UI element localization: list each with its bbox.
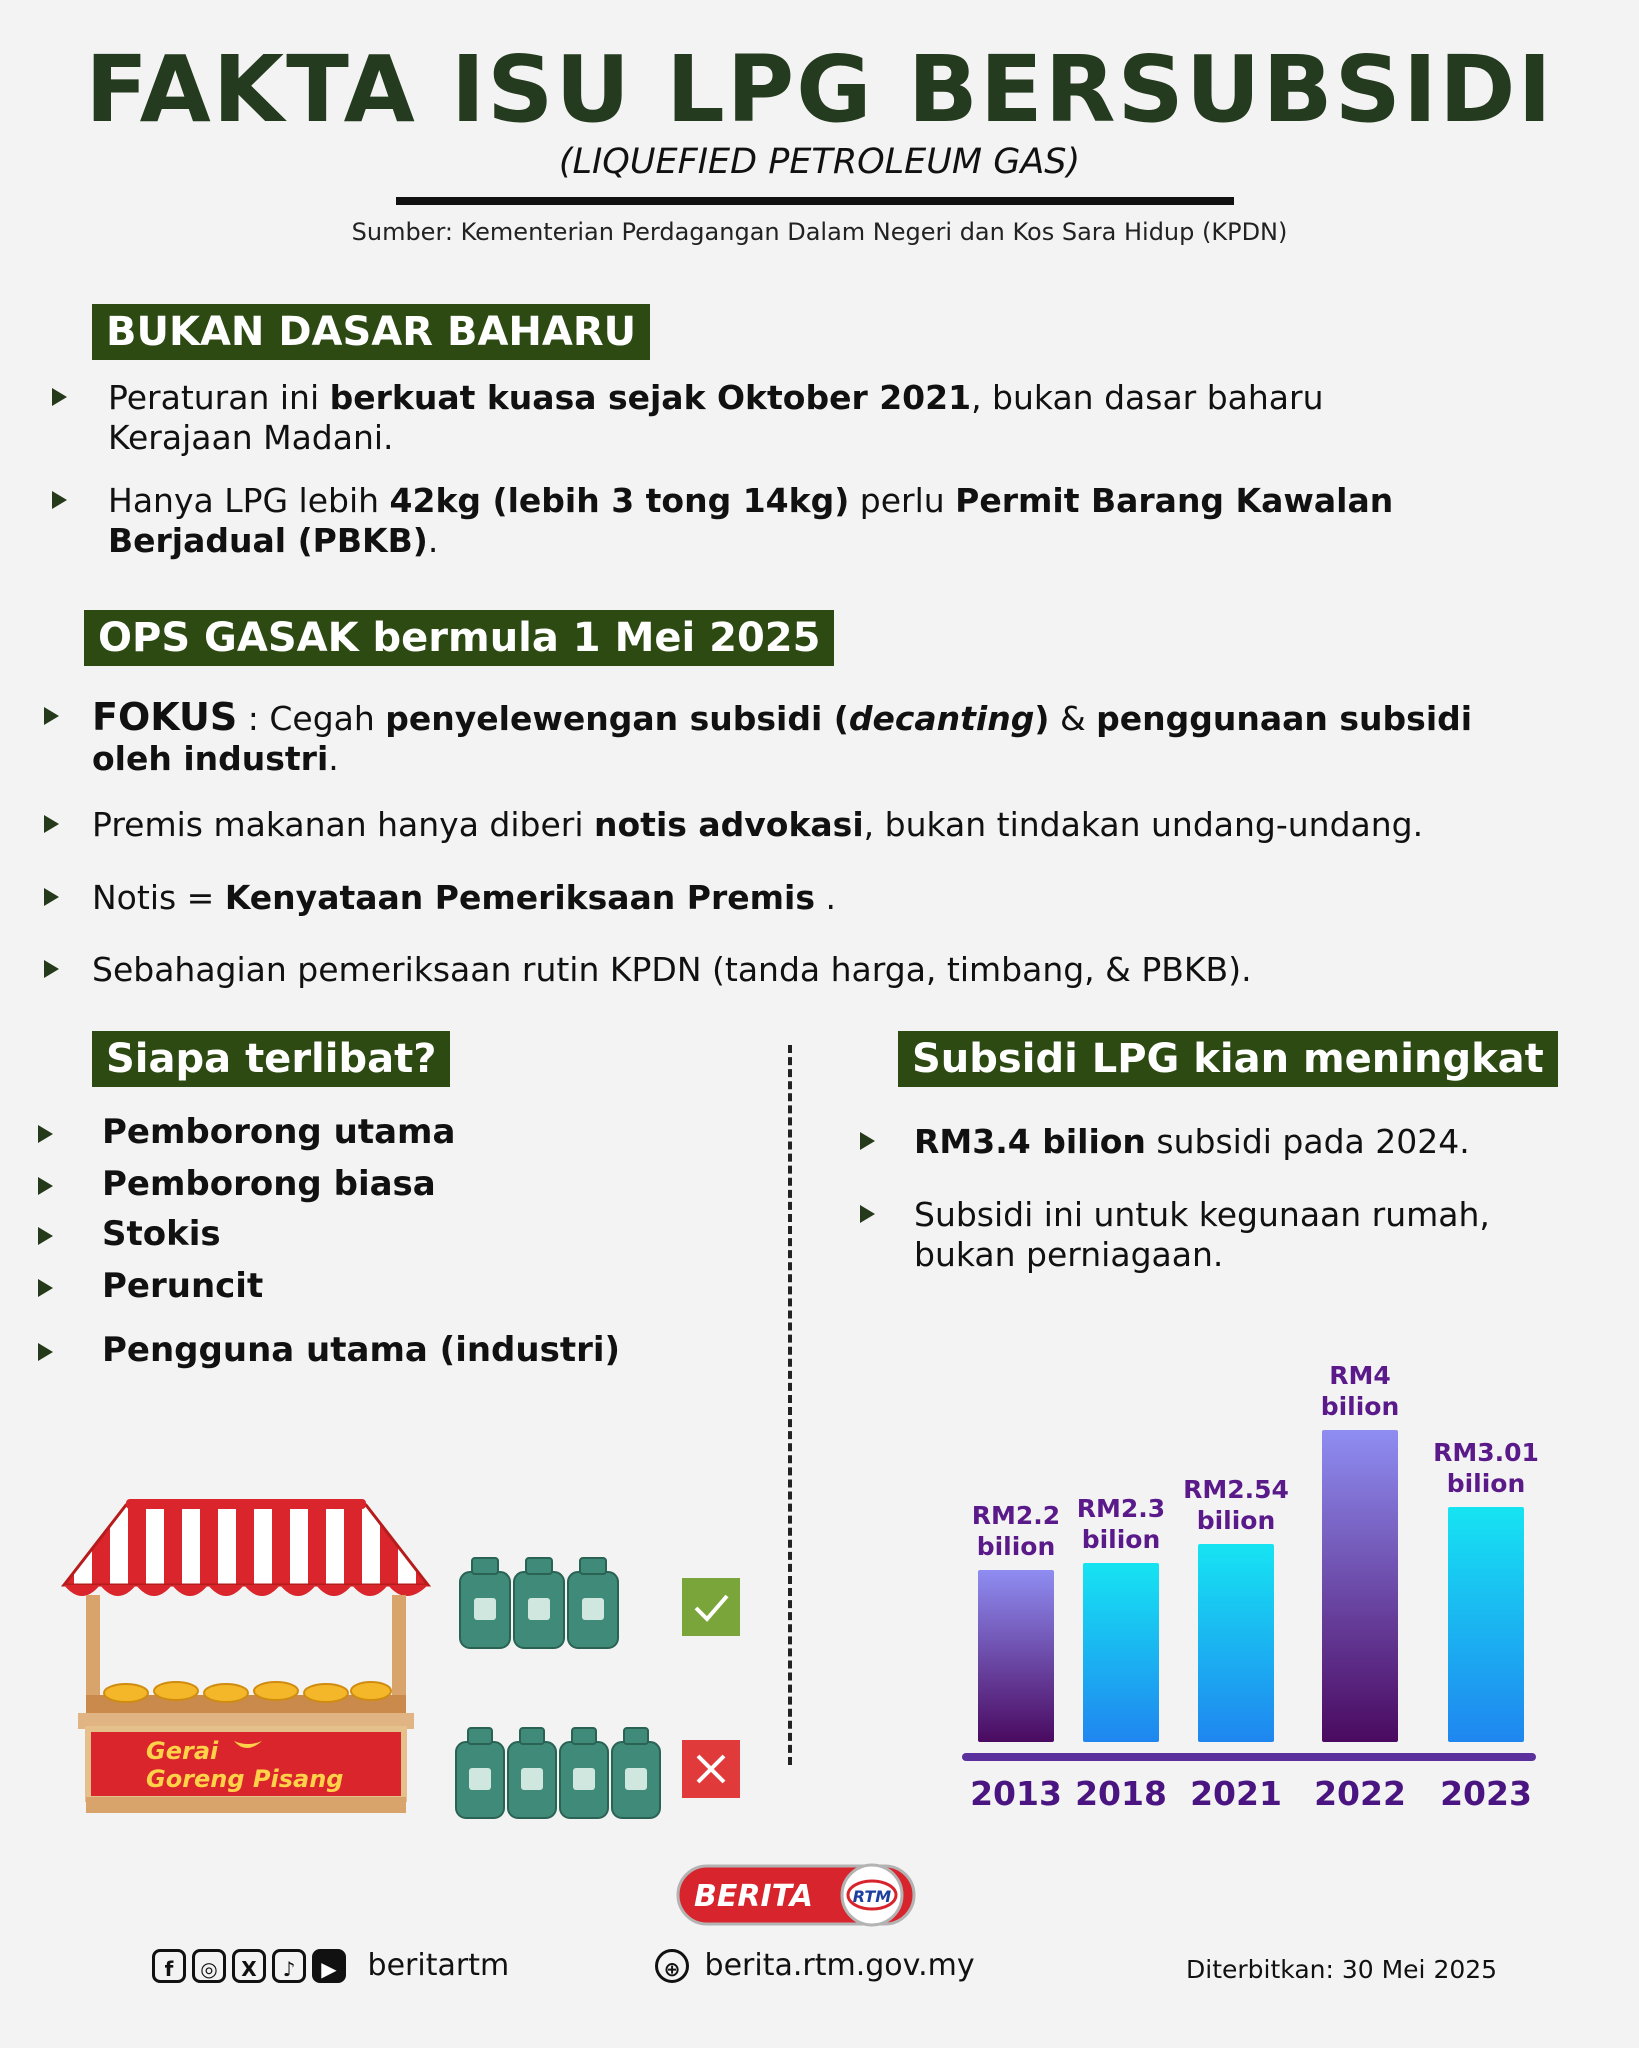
bar-value-label-2013: RM2.2 bilion (971, 1501, 1061, 1562)
page-subtitle: (LIQUEFIED PETROLEUM GAS) (558, 142, 1081, 182)
page-title: FAKTA ISU LPG BERSUBSIDI (85, 36, 1554, 143)
instagram-icon[interactable]: ◎ (192, 1949, 226, 1983)
website-link[interactable] (655, 1947, 975, 1983)
title-divider (396, 197, 1234, 205)
bullet-arrow-icon (44, 960, 59, 978)
list-item: Pemborong utama (102, 1112, 456, 1152)
stall-sign-line1: Gerai (146, 1737, 219, 1765)
x-tick-label-2022: 2022 (1314, 1774, 1406, 1813)
bullet-arrow-icon (38, 1343, 53, 1361)
list-item: Pemborong biasa (102, 1164, 436, 1204)
x-tick-label-2013: 2013 (970, 1774, 1062, 1813)
bullet-arrow-icon (52, 388, 67, 406)
logo-berita-text: BERITA (694, 1879, 813, 1914)
bullet-42kg: Hanya LPG lebih 42kg (lebih 3 tong 14kg) perlu Permit Barang Kawalan Berjadual (PBKB). (108, 481, 1394, 560)
bullet-notis-advokasi: Premis makanan hanya diberi notis advokasi, bukan tindakan undang-undang. (92, 805, 1424, 844)
bullet-arrow-icon (38, 1227, 53, 1245)
social-handle[interactable]: beritartm (367, 1948, 510, 1983)
bullet-arrow-icon (52, 491, 67, 509)
bar-2022 (1322, 1430, 1398, 1742)
list-item: Pengguna utama (industri) (102, 1330, 621, 1370)
bullet-oktober-2021: Peraturan ini berkuat kuasa sejak Oktober 2021, bukan dasar baharu Kerajaan Madani. (108, 378, 1324, 457)
tiktok-icon[interactable]: ♪ (272, 1949, 306, 1983)
bullet-fokus: FOKUS : Cegah penyelewengan subsidi (decanting) & penggunaan subsidi oleh industri. (92, 695, 1473, 778)
logo-rtm-text: RTM (852, 1887, 892, 1906)
bar-2023 (1448, 1507, 1524, 1742)
berita-rtm-logo (676, 1862, 916, 1928)
youtube-icon[interactable]: ▶ (312, 1949, 346, 1983)
bullet-pemeriksaan-rutin: Sebahagian pemeriksaan rutin KPDN (tanda harga, timbang, & PBKB). (92, 950, 1252, 989)
gas-cylinders-three (450, 1550, 640, 1660)
chart-x-axis (962, 1753, 1536, 1761)
x-tick-label-2021: 2021 (1190, 1774, 1282, 1813)
section-heading-bukan-dasar: BUKAN DASAR BAHARU (92, 304, 650, 360)
column-divider (788, 1045, 792, 1765)
x-tick-label-2018: 2018 (1075, 1774, 1167, 1813)
bar-2021 (1198, 1544, 1274, 1742)
section-heading-siapa-terlibat: Siapa terlibat? (92, 1031, 450, 1087)
list-item: Stokis (102, 1214, 221, 1254)
bar-value-label-2021: RM2.54 bilion (1183, 1474, 1289, 1535)
published-date: Diterbitkan: 30 Mei 2025 (1186, 1955, 1498, 1984)
food-stall-illustration (56, 1495, 436, 1815)
bar-value-label-2023: RM3.01 bilion (1433, 1438, 1539, 1499)
facebook-icon[interactable]: f (152, 1949, 186, 1983)
stall-sign-line2: Goreng Pisang (146, 1765, 344, 1793)
bullet-rm34-bilion: RM3.4 bilion subsidi pada 2024. (914, 1122, 1470, 1161)
bullet-arrow-icon (860, 1132, 875, 1150)
bar-value-label-2018: RM2.3 bilion (1076, 1493, 1166, 1554)
bullet-arrow-icon (38, 1125, 53, 1143)
bullet-arrow-icon (860, 1205, 875, 1223)
bullet-kegunaan-rumah: Subsidi ini untuk kegunaan rumah, bukan perniagaan. (914, 1195, 1490, 1274)
website-url[interactable]: berita.rtm.gov.my (704, 1948, 975, 1983)
x-tick-label-2023: 2023 (1440, 1774, 1532, 1813)
bullet-kenyataan: Notis = Kenyataan Pemeriksaan Premis . (92, 878, 836, 917)
source-text: Sumber: Kementerian Perdagangan Dalam Negeri dan Kos Sara Hidup (KPDN) (351, 218, 1288, 246)
bar-value-label-2022: RM4 bilion (1320, 1361, 1400, 1421)
section-heading-ops-gasak: OPS GASAK bermula 1 Mei 2025 (84, 610, 834, 666)
list-item: Peruncit (102, 1266, 264, 1306)
bullet-arrow-icon (38, 1177, 53, 1195)
bullet-arrow-icon (44, 815, 59, 833)
bar-2013 (978, 1570, 1054, 1742)
gas-cylinders-four (450, 1720, 680, 1830)
bullet-arrow-icon (44, 707, 59, 725)
bullet-arrow-icon (38, 1279, 53, 1297)
social-links (152, 1947, 509, 1983)
globe-icon: ⊕ (655, 1949, 689, 1983)
x-icon[interactable]: X (232, 1949, 266, 1983)
bullet-arrow-icon (44, 888, 59, 906)
bar-2018 (1083, 1563, 1159, 1742)
check-icon (682, 1578, 740, 1636)
section-heading-subsidi-lpg: Subsidi LPG kian meningkat (898, 1031, 1558, 1087)
cross-icon (682, 1740, 740, 1798)
